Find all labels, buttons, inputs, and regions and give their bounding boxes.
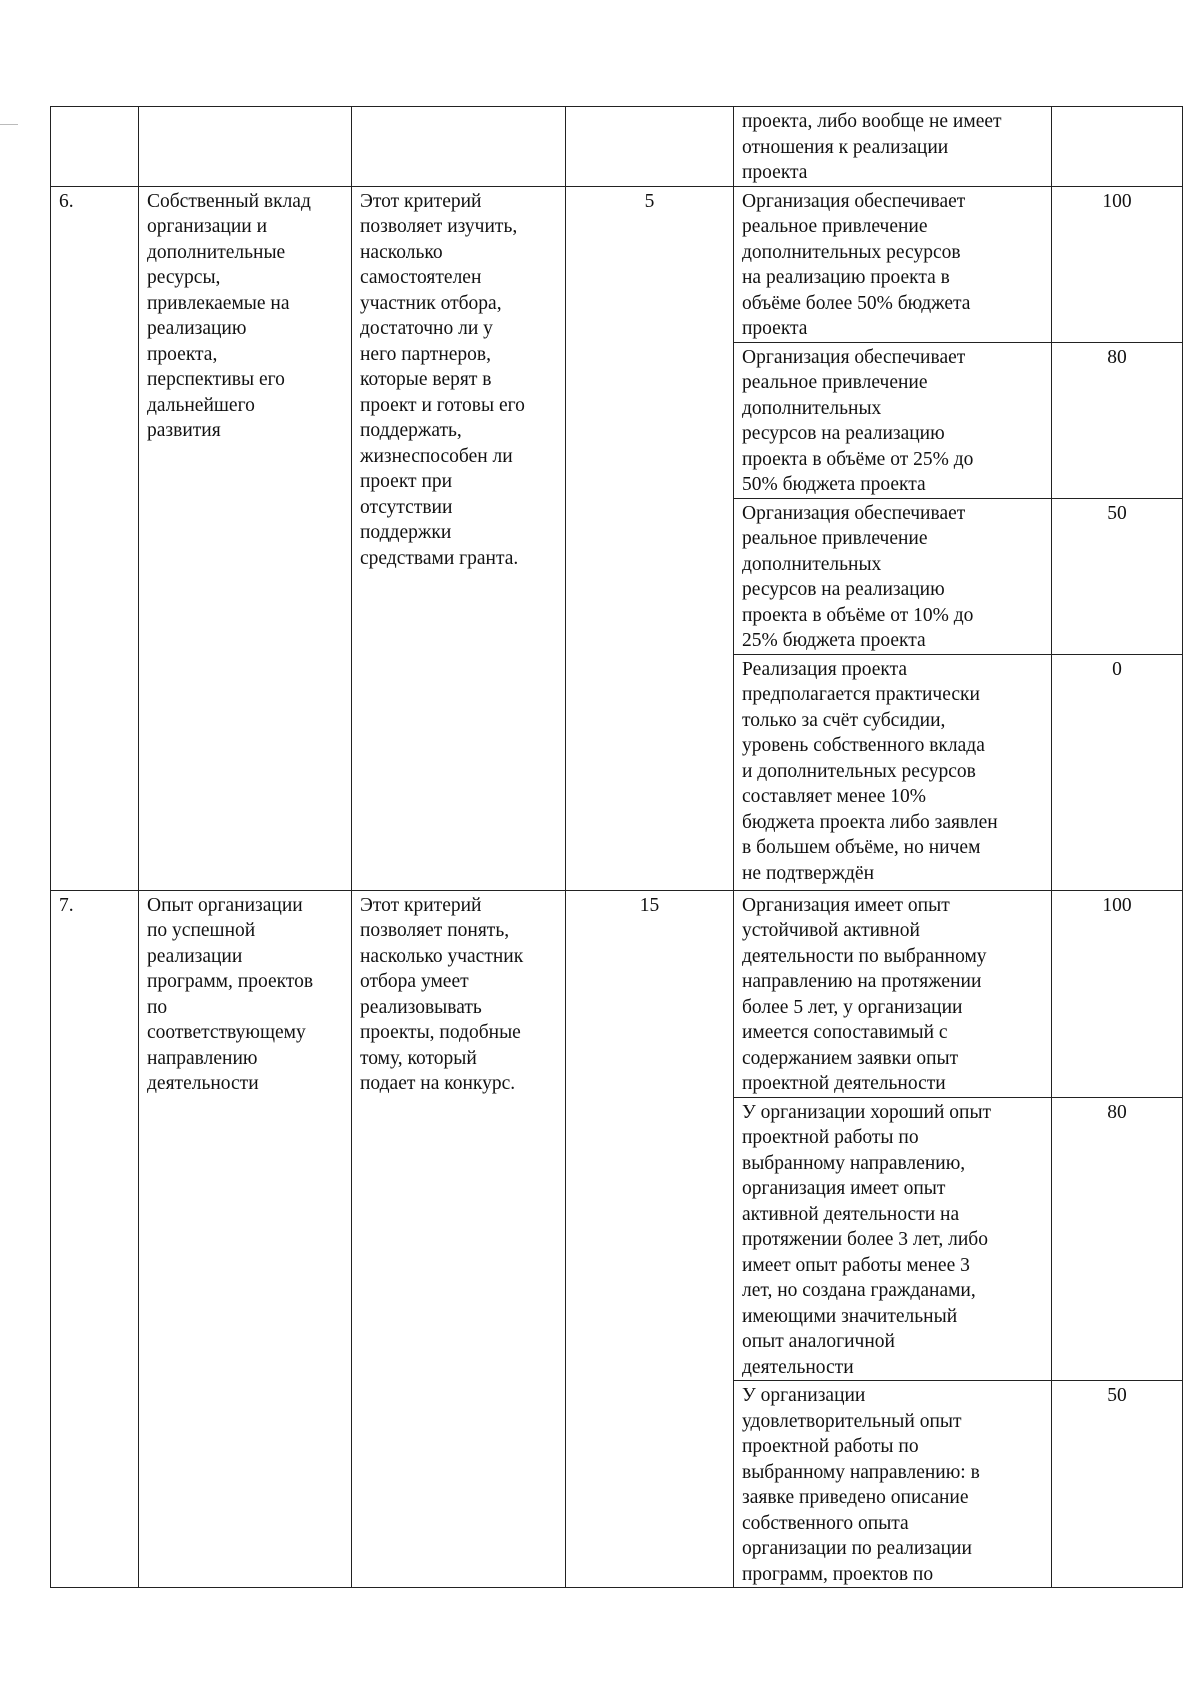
grade-text: Реализация проекта предполагается практически только за счёт субсидии, уровень собственного вклада и дополнительных ресурсов составляет менее 10% бюджета проекта либо заявлен в большем объёме, но ничем не подтверждён xyxy=(734,654,1052,890)
grade-text: Организация имеет опыт устойчивой активной деятельности по выбранному направлению на протяжении более 5 лет, у организации имеется сопоставимый с содержанием заявки опыт проектной деятельности xyxy=(734,890,1052,1097)
grade-text: Организация обеспечивает реальное привлечение дополнительных ресурсов на реализацию проекта в объёме от 10% до 25% бюджета проекта xyxy=(734,498,1052,654)
criterion-weight xyxy=(566,107,734,187)
criterion-description xyxy=(352,107,566,187)
table-row-continuation xyxy=(51,107,1183,187)
row-number xyxy=(51,107,139,187)
criterion-description: Этот критерий позволяет понять, насколько участник отбора умеет реализовывать проекты, подобные тому, который подает на конкурс. xyxy=(352,890,566,1588)
grade-text: проекта, либо вообще не имеет отношения к реализации проекта xyxy=(734,107,1052,187)
row-number: 6. xyxy=(51,186,139,890)
grade-score: 50 xyxy=(1052,498,1183,654)
row-number: 7. xyxy=(51,890,139,1588)
grade-text: Организация обеспечивает реальное привлечение дополнительных ресурсов на реализацию проекта в объёме более 50% бюджета проекта xyxy=(734,186,1052,342)
criteria-table xyxy=(50,106,1183,1588)
grade-score: 80 xyxy=(1052,342,1183,498)
table-row-criterion-6 xyxy=(51,186,1183,342)
grade-score: 0 xyxy=(1052,654,1183,890)
criterion-name: Собственный вклад организации и дополнительные ресурсы, привлекаемые на реализацию проекта, перспективы его дальнейшего развития xyxy=(139,186,352,890)
grade-score xyxy=(1052,107,1183,187)
criterion-description: Этот критерий позволяет изучить, насколько самостоятелен участник отбора, достаточно ли у него партнеров, которые верят в проект и готовы его поддержать, жизнеспособен ли проект при отсутствии поддержки средствами гранта. xyxy=(352,186,566,890)
grade-text: У организации удовлетворительный опыт проектной работы по выбранному направлению: в заявке приведено описание собственного опыта организации по реализации программ, проектов по xyxy=(734,1381,1052,1588)
grade-text: Организация обеспечивает реальное привлечение дополнительных ресурсов на реализацию проекта в объёме от 25% до 50% бюджета проекта xyxy=(734,342,1052,498)
criterion-name xyxy=(139,107,352,187)
grade-score: 80 xyxy=(1052,1097,1183,1381)
grade-score: 50 xyxy=(1052,1381,1183,1588)
grade-score: 100 xyxy=(1052,186,1183,342)
scan-mark xyxy=(0,124,18,125)
criterion-weight: 5 xyxy=(566,186,734,890)
grade-text: У организации хороший опыт проектной работы по выбранному направлению, организация имеет опыт активной деятельности на протяжении более 3 лет, либо имеет опыт работы менее 3 лет, но создана гражданами, имеющими значительный опыт аналогичной деятельности xyxy=(734,1097,1052,1381)
table-row-criterion-7 xyxy=(51,890,1183,1097)
criterion-name: Опыт организации по успешной реализации программ, проектов по соответствующему направлению деятельности xyxy=(139,890,352,1588)
grade-score: 100 xyxy=(1052,890,1183,1097)
criterion-weight: 15 xyxy=(566,890,734,1588)
